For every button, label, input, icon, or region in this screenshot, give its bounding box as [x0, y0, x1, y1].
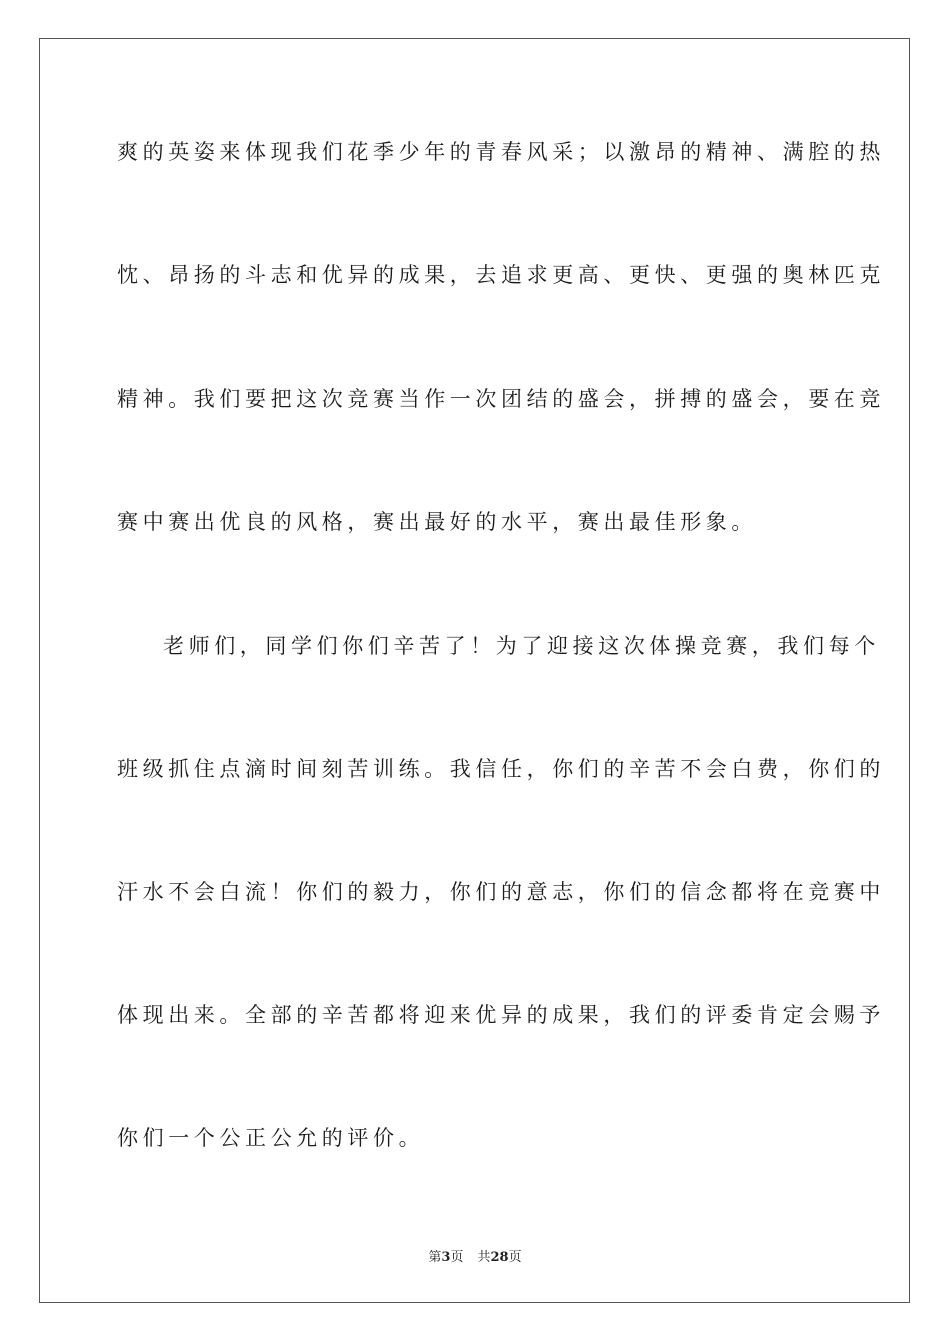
page-prefix: 第 — [428, 1250, 442, 1265]
page-footer — [0, 1246, 950, 1265]
text-line-5-paragraph-start: 老师们，同学们你们辛苦了！为了迎接这次体操竞赛，我们每个 — [163, 634, 880, 658]
text-line-7: 汗水不会白流！你们的毅力，你们的意志，你们的信念都将在竞赛中 — [117, 880, 885, 904]
page-number: 3 — [441, 1250, 451, 1265]
text-line-4: 赛中赛出优良的风格，赛出最好的水平，赛出最佳形象。 — [117, 510, 757, 534]
text-line-1: 爽的英姿来体现我们花季少年的青春风采；以激昂的精神、满腔的热 — [117, 140, 885, 164]
text-line-9: 你们一个公正公允的评价。 — [117, 1126, 425, 1150]
page-suffix: 页 — [450, 1250, 464, 1265]
page-border — [39, 38, 910, 1303]
text-line-8: 体现出来。全部的辛苦都将迎来优异的成果，我们的评委肯定会赐予 — [117, 1003, 885, 1027]
total-prefix: 共 — [477, 1250, 491, 1265]
text-line-3: 精神。我们要把这次竞赛当作一次团结的盛会，拼搏的盛会，要在竞 — [117, 387, 885, 411]
text-line-6: 班级抓住点滴时间刻苦训练。我信任，你们的辛苦不会白费，你们的 — [117, 757, 885, 781]
total-pages: 28 — [490, 1250, 509, 1265]
total-suffix: 页 — [508, 1250, 522, 1265]
text-line-2: 忱、昂扬的斗志和优异的成果，去追求更高、更快、更强的奥林匹克 — [117, 263, 885, 287]
